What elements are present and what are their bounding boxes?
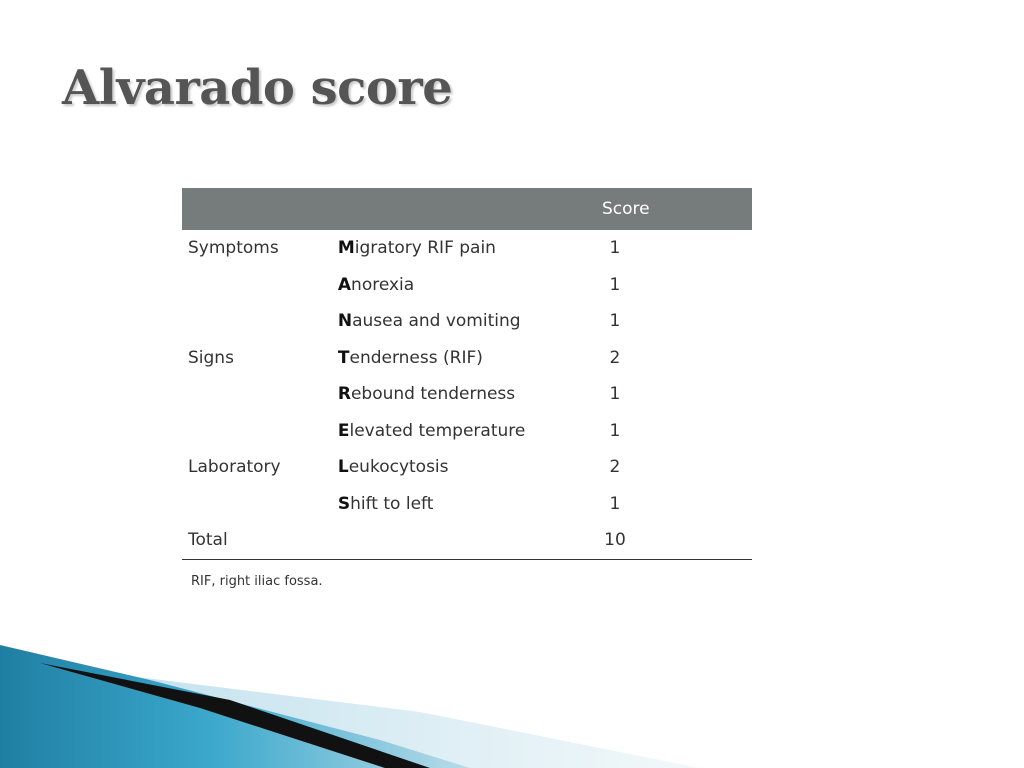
row-item-text: norexia — [351, 274, 415, 295]
row-category — [182, 413, 338, 450]
row-item-text: enderness (RIF) — [349, 347, 483, 368]
slide-title: Alvarado score — [62, 60, 453, 116]
swoosh-teal-band — [0, 645, 470, 768]
row-item-initial: L — [337, 457, 349, 478]
swoosh-dark-stripe — [40, 663, 430, 768]
row-item-initial: A — [337, 274, 352, 295]
table-header-row — [182, 188, 752, 230]
row-item — [338, 376, 597, 413]
row-item-initial: M — [337, 238, 355, 259]
total-score — [597, 522, 752, 559]
row-category: Laboratory — [188, 457, 281, 478]
header-score-label: Score — [601, 199, 650, 219]
total-score-value: 10 — [604, 530, 626, 551]
alvarado-table-container — [182, 188, 752, 589]
row-category: Signs — [188, 347, 234, 368]
row-item-text: ebound tenderness — [350, 384, 516, 405]
header-score — [597, 188, 752, 230]
row-item — [338, 303, 597, 340]
row-item-initial: R — [337, 384, 351, 405]
row-score — [597, 486, 752, 523]
row-item — [338, 486, 597, 523]
row-category — [182, 267, 338, 304]
row-item — [338, 340, 597, 377]
row-score — [597, 449, 752, 486]
row-item-text: levated temperature — [349, 420, 526, 441]
row-category — [182, 376, 338, 413]
table-row — [182, 376, 752, 413]
row-item — [338, 230, 597, 267]
header-category — [182, 188, 338, 230]
table-row — [182, 486, 752, 523]
row-category — [182, 303, 338, 340]
table-row — [182, 230, 752, 267]
table-row — [182, 449, 752, 486]
row-item-text: eukocytosis — [348, 457, 449, 478]
row-item-initial: S — [337, 493, 351, 514]
row-score — [597, 413, 752, 450]
alvarado-score-table — [182, 188, 752, 560]
table-footnote: RIF, right iliac fossa. — [191, 573, 323, 589]
total-label: Total — [182, 522, 338, 559]
row-score-value: 1 — [609, 493, 621, 514]
header-item — [338, 188, 597, 230]
row-score-value: 1 — [609, 238, 621, 259]
row-score-value: 1 — [609, 384, 621, 405]
row-item — [338, 449, 597, 486]
row-score — [597, 267, 752, 304]
row-item-initial: N — [337, 311, 353, 332]
row-score — [597, 376, 752, 413]
row-item-initial: E — [337, 420, 350, 441]
row-category: Symptoms — [188, 238, 279, 259]
swoosh-light-band — [0, 660, 700, 768]
row-score-value: 1 — [609, 420, 621, 441]
row-score-value: 1 — [609, 274, 621, 295]
row-score — [597, 230, 752, 267]
row-score — [597, 303, 752, 340]
table-total-row — [182, 522, 752, 559]
row-item-text: igratory RIF pain — [354, 238, 496, 259]
total-empty — [338, 522, 597, 559]
row-score-value: 1 — [609, 311, 621, 332]
row-item — [338, 267, 597, 304]
row-score-value: 2 — [609, 347, 621, 368]
row-item — [338, 413, 597, 450]
table-row — [182, 303, 752, 340]
table-row — [182, 267, 752, 304]
table-row — [182, 340, 752, 377]
row-item-text: hift to left — [350, 493, 434, 514]
row-category — [182, 486, 338, 523]
table-row — [182, 413, 752, 450]
row-score — [597, 340, 752, 377]
row-item-text: ausea and vomiting — [352, 311, 521, 332]
row-item-initial: T — [337, 347, 350, 368]
row-score-value: 2 — [609, 457, 621, 478]
